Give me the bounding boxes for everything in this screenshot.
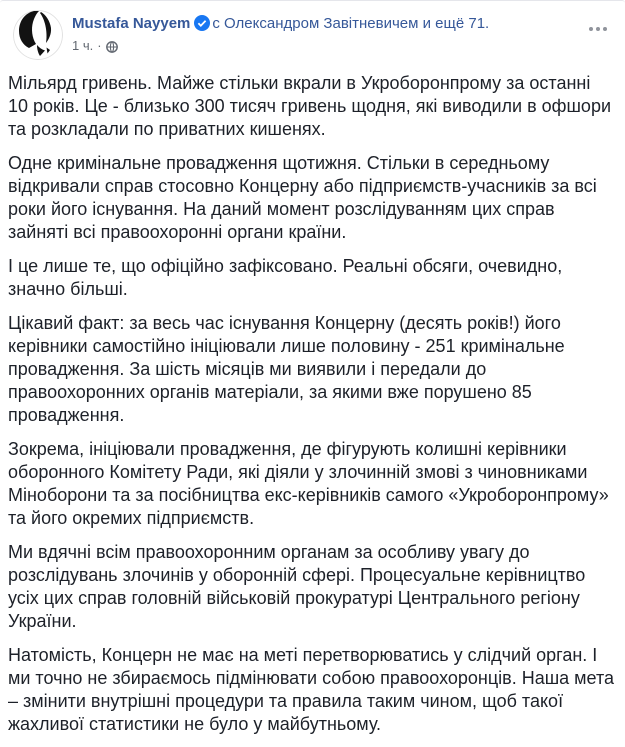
avatar[interactable] [13, 10, 63, 60]
header-text [72, 10, 489, 60]
post-paragraph: Зокрема, ініціювали провадження, де фігурують колишні керівники оборонного Комітету Ради, які діяли у злочинній змові з чиновниками Міноборони та за посібництва екс-керівників самого «Укроборонпрому» та його окремих підприємств. [8, 439, 609, 528]
post-paragraph: Одне кримінальне провадження щотижня. Стільки в середньому відкривали справ стосовно Концерну або підприємств-учасників за всі роки його існування. На даний момент розслідуванням цих справ зайняті всі правоохоронні органи країни. [8, 153, 597, 242]
tagged-friends-link[interactable]: с Олександром Завітневичем и ещё 71. [212, 15, 490, 32]
dot-separator: · [97, 38, 102, 53]
post-options-button[interactable] [587, 21, 609, 37]
name-line [72, 14, 489, 34]
avatar-portrait-image [13, 10, 63, 60]
meta-line [72, 37, 489, 54]
post-paragraph: Цікавий факт: за весь час існування Концерну (десять років!) його керівники самостійно ініціювали лише половину - 251 кримінальне провадження. За шість місяців ми виявили і передали до правоохоронних органів матеріали, за якими вже порушено 85 провадження. [8, 313, 565, 425]
post-paragraph: Ми вдячні всім правоохоронним органам за особливу увагу до розслідувань злочинів у оборонній сфері. Процесуальне керівництво усіх цих справ головній військовій прокуратурі Центрального регіону України. [8, 542, 586, 631]
post-header [0, 1, 625, 60]
post-paragraph: Мільярд гривень. Майже стільки вкрали в Укроборонпрому за останні 10 років. Це - близько 300 тисяч гривень щодня, які виводили в офшори та розкладали по приватних кишенях. [8, 73, 612, 139]
post-paragraph: Натомість, Концерн не має на меті перетворюватись у слідчий орган. І ми точно не збираємось підмінювати собою правоохоронців. Наша мета – змінити внутрішні процедури та правила таким чином, щоб такої жахливої статистики не було у майбутньому. [8, 645, 615, 734]
post-body [0, 60, 625, 736]
globe-public-icon [106, 40, 118, 52]
post-paragraph: І це лише те, що офіційно зафіксовано. Реальні обсяги, очевидно, значно більші. [8, 256, 563, 299]
verified-badge-icon [194, 15, 210, 31]
three-dots-icon [589, 27, 593, 31]
timestamp-link[interactable]: 1 ч. [72, 38, 94, 53]
author-name-link[interactable]: Mustafa Nayyem [72, 15, 191, 32]
